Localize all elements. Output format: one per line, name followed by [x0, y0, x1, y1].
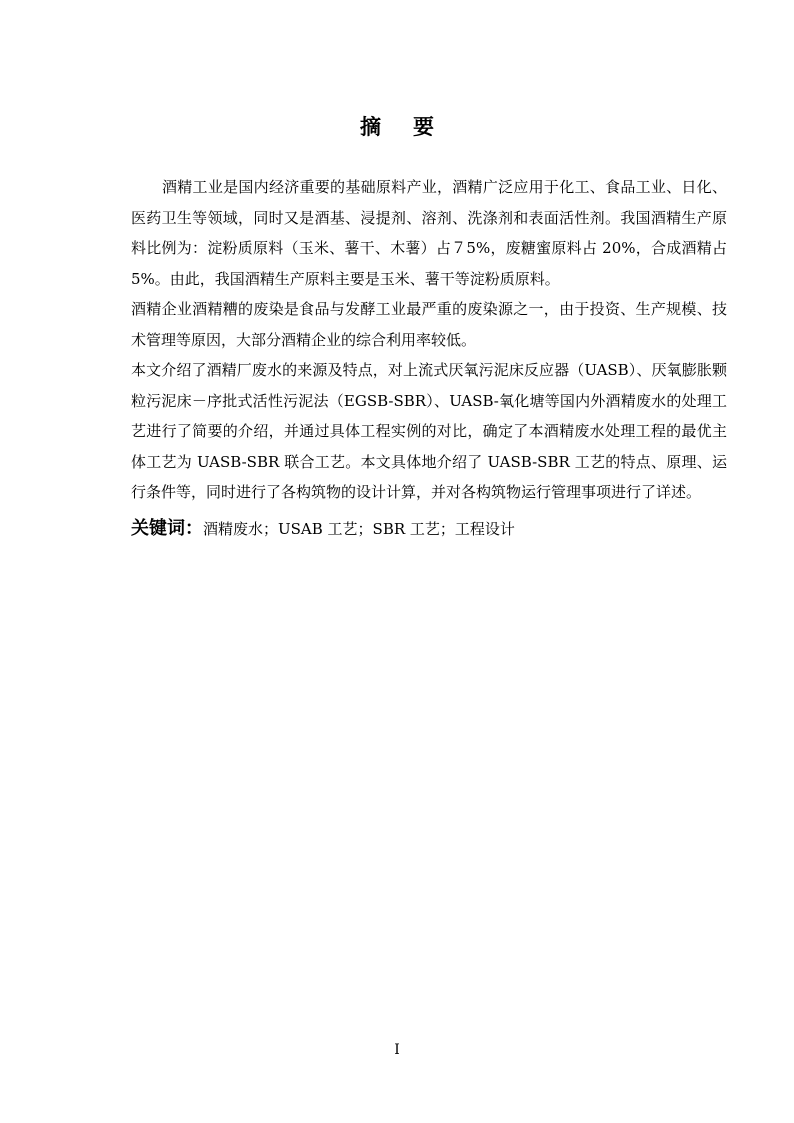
- abstract-paragraph-2: 酒精企业酒精糟的废染是食品与发酵工业最严重的废染源之一，由于投资、生产规模、技术管理等原因，大部分酒精企业的综合利用率较低。: [131, 300, 727, 349]
- page-number: I: [394, 1042, 400, 1058]
- abstract-title: 摘要: [360, 114, 466, 139]
- keywords-text: 酒精废水；USAB 工艺；SBR 工艺；工程设计: [203, 519, 515, 538]
- abstract-paragraph-1: 酒精工业是国内经济重要的基础原料产业，酒精广泛应用于化工、食品工业、日化、医药卫生等领域，同时又是酒基、浸提剂、溶剂、洗涤剂和表面活性剂。我国酒精生产原料比例为：淀粉质原料（玉米、薯干、木薯）占７5%，废糖蜜原料占 20%，合成酒精占 5%。由此，我国酒精生产原料主要是玉米、薯干等淀粉质原料。: [131, 178, 727, 288]
- abstract-paragraph-3: 本文介绍了酒精厂废水的来源及特点，对上流式厌氧污泥床反应器（UASB）、厌氧膨胀颗粒污泥床－序批式活性污泥法（EGSB-SBR）、UASB-氧化塘等国内外酒精废水的处理工艺进行了简要的介绍，并通过具体工程实例的对比，确定了本酒精废水处理工程的最优主体工艺为 UASB-SBR 联合工艺。本文具体地介绍了 UASB-SBR 工艺的特点、原理、运行条件等，同时进行了各构筑物的设计计算，并对各构筑物运行管理事项进行了详述。: [131, 361, 727, 501]
- keywords-line: [131, 514, 727, 544]
- keywords-label: 关键词：: [131, 517, 203, 539]
- abstract-body: [131, 172, 727, 544]
